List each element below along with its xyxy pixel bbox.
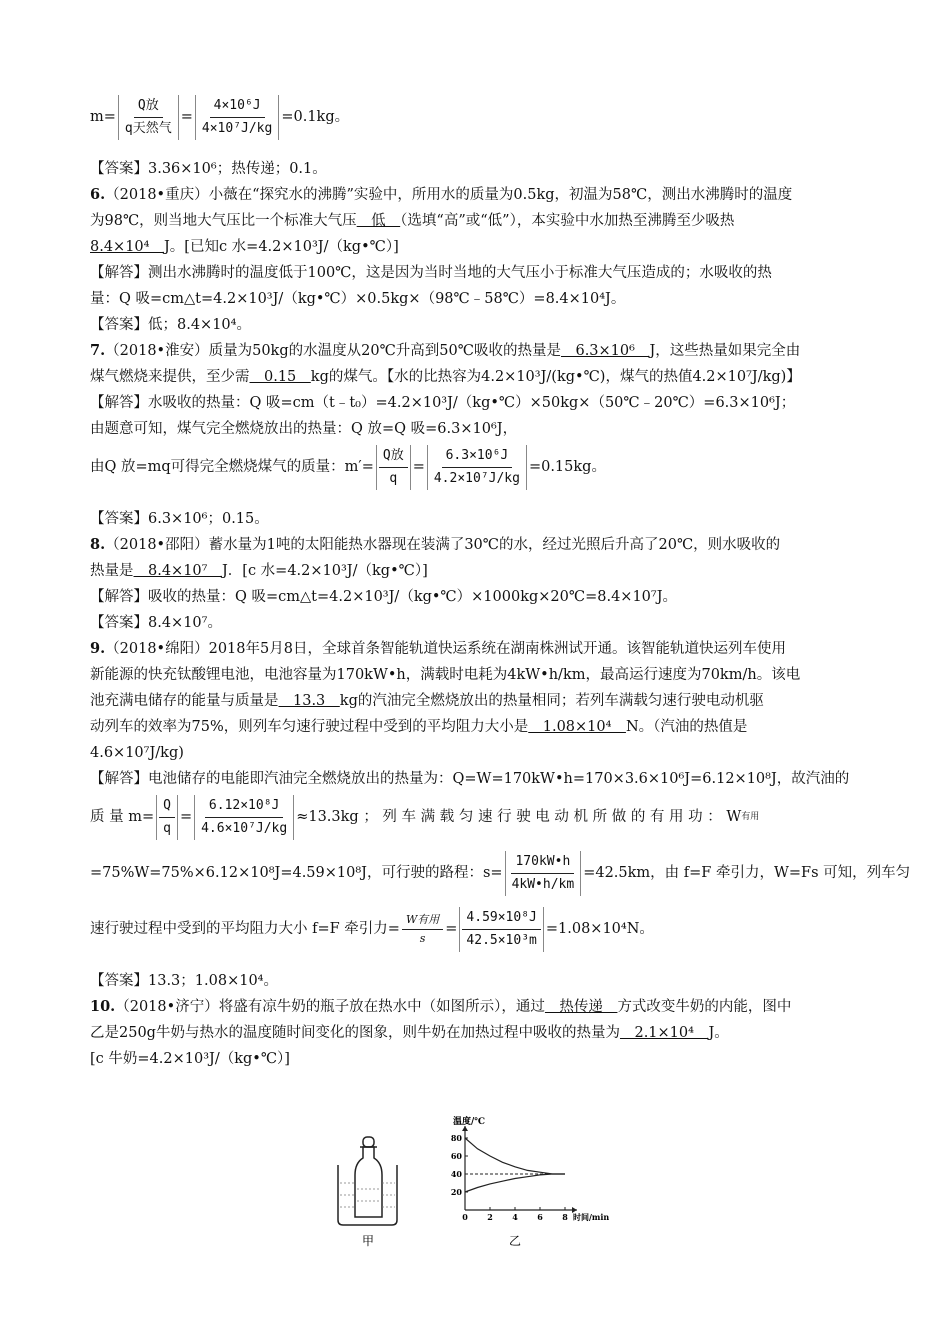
answer-blank: 6.3×10⁶	[560, 343, 650, 359]
question-7: 7.（2018•淮安）质量为50kg的水温度从20℃升高到50℃吸收的热量是 6.3×10⁶ J，这些热量如果完全由	[90, 342, 801, 359]
y-tick-label: 20	[450, 1187, 462, 1197]
label-jia: 甲	[361, 1234, 375, 1248]
question-6: 6.（2018•重庆）小薇在“探究水的沸腾”实验中，所用水的质量为0.5kg，初温为58℃，测出水沸腾时的温度	[90, 186, 793, 203]
formula-line: 速行驶过程中受到的平均阻力大小 f=F 牵引力= $\frac{\text{W有用}}{s}$ = $\frac{\text{4.59×10⁸J}}{\text{42.5×10³m}}$ =1.08×10⁴N。	[90, 904, 870, 954]
temperature-chart	[451, 1115, 610, 1222]
solution-8: 【解答】吸收的热量：Q 吸=cm△t=4.2×10³J/（kg•℃）×1000kg×20℃=8.4×10⁷J。	[90, 589, 678, 605]
answer-blank: 2.1×10⁴	[619, 1025, 709, 1041]
series-line-1	[465, 1138, 565, 1174]
x-tick-label: 6	[537, 1212, 543, 1222]
formula-line: m= $\frac{\text{Q放}}{\text{q天然气}}$ = $\frac{\text{4×10⁶J}}{\text{4×10⁷J/kg}}$ =0.1kg。	[90, 92, 870, 142]
formula-line: =75%W=75%×6.12×10⁸J=4.59×10⁸J，可行驶的路程：s= $\frac{170kW•h}{4kW•h/km}$ =42.5km，由 f=F 牵引力，W=Fs 可知，列车匀	[90, 848, 870, 898]
fraction: $\frac{\text{6.3×10⁶J}}{\text{4.2×10⁷J/kg}}$	[427, 445, 527, 490]
x-tick-label: 8	[562, 1212, 568, 1222]
solution-6: 【解答】测出水沸腾时的温度低于100℃，这是因为当时当地的大气压小于标准大气压造成的；水吸收的热	[90, 265, 772, 281]
series-line-2	[465, 1174, 565, 1192]
answer-5: 【答案】3.36×10⁶；热传递；0.1。	[90, 161, 327, 177]
fraction: $\frac{\text{4.59×10⁸J}}{\text{42.5×10³m}}$	[459, 907, 543, 952]
x-axis-label: 时间/min	[573, 1212, 610, 1222]
formula-prefix: m=	[90, 109, 116, 125]
answer-7: 【答案】6.3×10⁶；0.15。	[90, 511, 269, 527]
solution-7: 【解答】水吸收的热量：Q 吸=cm（t﹣t₀）=4.2×10³J/（kg•℃）×50kg×（50℃﹣20℃）=6.3×10⁶J；	[90, 395, 796, 411]
formula-line: 由Q 放=mq可得完全燃烧煤气的质量：m′= $\frac{\text{Q放}}{q}$ = $\frac{\text{6.3×10⁶J}}{\text{4.2×10⁷J/kg}}$ =0.15kg。	[90, 442, 870, 492]
answer-blank: 低	[356, 213, 401, 229]
answer-blank: 13.3	[278, 693, 340, 709]
answer-9: 【答案】13.3；1.08×10⁴。	[90, 973, 278, 989]
y-tick-label: 60	[450, 1151, 462, 1161]
y-tick-label: 80	[450, 1133, 462, 1143]
answer-blank: 热传递	[544, 999, 618, 1015]
document-page: m= $\frac{\text{Q放}}{\text{q天然气}}$ = $\frac{\text{4×10⁶J}}{\text{4×10⁷J/kg}}$ =0.1kg。 【答案】3.36×10⁶；热传递；0.1。 6.（2018•重庆）小薇在“探究水的沸腾”实验中，所用水的质量为0.5kg，初温为58℃，测出水沸腾时的温度 为98℃，则当地大气压比一个标准大气压 低 （选填“高”或“低”），本实验中水加热至沸腾至少吸热 8.4×10⁴ J。[已知c 水=4.2×10³J/（kg•℃）] 【解答】测出水沸腾时的温度低于100℃，这是因为当时当地的大气压小于标准大气压造成的；水吸收的热 量：Q 吸=cm△t=4.2×10³J/（kg•℃）×0.5kg×（98℃﹣58℃）=8.4×10⁴J。 【答案】低；8.4×10⁴。 7.（2018•淮安）质量为50kg的水温度从20℃升高到50℃吸收的热量是 6.3×10⁶ J，这些热量如果完全由 煤气燃烧来提供，至少需 0.15 kg的煤气。【水的比热容为4.2×10³J/(kg•℃)，煤气的热值4.2×10⁷J/kg)】 【解答】水吸收的热量：Q 吸=cm（t﹣t₀）=4.2×10³J/（kg•℃）×50kg×（50℃﹣20℃）=6.3×10⁶J； 由题意可知，煤气完全燃烧放出的热量：Q 放=Q 吸=6.3×10⁶J， 由Q 放=mq可得完全燃烧煤气的质量：m′= $\frac{\text{Q放}}{q}$ = $\frac{\text{6.3×10⁶J}}{\text{4.2×10⁷J/kg}}$ =0.15kg。 【答案】6.3×10⁶；0.15。 8.（2018•邵阳）蓄水量为1吨的太阳能热水器现在装满了30℃的水，经过光照后升高了20℃，则水吸收的 热量是 8.4×10⁷ J．[c 水=4.2×10³J/（kg•℃）] 【解答】吸收的热量：Q 吸=cm△t=4.2×10³J/（kg•℃）×1000kg×20℃=8.4×10⁷J。 【答案】8.4×10⁷。 9.（2018•绵阳）2018年5月8日，全球首条智能轨道快运系统在湖南株洲试开通。该智能轨道快运列车使用 新能源的快充钛酸锂电池，电池容量为170kW•h，满载时电耗为4kW•h/km，最高运行速度为70km/h。该电 池充满电储存的能量与质量是 13.3 kg的汽油完全燃烧放出的热量相同；若列车满载匀速行驶电动机驱 动列车的效率为75%，则列车匀速行驶过程中受到的平均阻力大小是 1.08×10⁴ N。（汽油的热值是 4.6×10⁷J/kg) 【解答】电池储存的电能即汽油完全燃烧放出的热量为：Q=W=170kW•h=170×3.6×10⁶J=6.12×10⁸J，故汽油的 质 量 m= $\frac{Q}{q}$ = $\frac{\text{6.12×10⁸J}}{\text{4.6×10⁷J/kg}}$ ≈13.3kg ； 列 车 满 载 匀 速 行 驶 电 动 机 所 做 的 有 用 功 ： W 有用 =75%W=75%×6.12×10⁸J=4.59×10⁸J，可行驶的路程：s= $\frac{170kW•h}{4kW•h/km}$ =42.5km，由 f=F 牵引力，W=Fs 可知，列车匀 速行驶过程中受到的平均阻力大小 f=F 牵引力= $\frac{\text{W有用}}{s}$ = $\frac{\text{4.59×10⁸J}}{\text{42.5×10³m}}$ =1.08×10⁴N。 【答案】13.3；1.08×10⁴。 10.（2018•济宁）将盛有凉牛奶的瓶子放在热水中（如图所示），通过 热传递 方式改变牛奶的内能，图中 乙是250g牛奶与热水的温度随时间变化的图象，则牛奶在加热过程中吸收的热量为 2.1×10⁴ J。 [c 牛奶=4.2×10³J/（kg•℃）]	[90, 92, 870, 1072]
fraction: $\frac{\text{Q放}}{\text{q天然气}}$	[118, 95, 179, 140]
answer-6: 【答案】低；8.4×10⁴。	[90, 317, 251, 333]
answer-blank: 8.4×10⁷	[133, 563, 222, 579]
fraction: $\frac{\text{6.12×10⁸J}}{\text{4.6×10⁷J/kg}}$	[194, 795, 294, 840]
figure-q10	[330, 1117, 630, 1250]
fraction: $\frac{\text{4×10⁶J}}{\text{4×10⁷J/kg}}$	[195, 95, 279, 140]
x-tick-label: 2	[487, 1212, 493, 1222]
answer-blank: 0.15	[249, 369, 311, 385]
answer-blank: 1.08×10⁴	[528, 719, 626, 735]
label-yi: 乙	[508, 1234, 522, 1248]
question-9: 9.（2018•绵阳）2018年5月8日，全球首条智能轨道快运系统在湖南株洲试开通。该智能轨道快运列车使用	[90, 640, 786, 657]
y-axis-label: 温度/℃	[453, 1117, 486, 1127]
answer-blank: 8.4×10⁴	[90, 239, 164, 255]
fraction: $\frac{170kW•h}{4kW•h/km}$	[505, 851, 582, 896]
x-tick-label: 4	[512, 1212, 518, 1222]
y-tick-label: 40	[450, 1169, 462, 1179]
fraction: $\frac{\text{Q放}}{q}$	[376, 445, 411, 490]
fraction: $\frac{\text{W有用}}{s}$	[402, 913, 443, 946]
solution-9: 【解答】电池储存的电能即汽油完全燃烧放出的热量为：Q=W=170kW•h=170×3.6×10⁶J=6.12×10⁸J，故汽油的	[90, 771, 850, 787]
answer-8: 【答案】8.4×10⁷。	[90, 615, 222, 631]
beaker-illustration	[338, 1137, 397, 1225]
question-10: 10.（2018•济宁）将盛有凉牛奶的瓶子放在热水中（如图所示），通过 热传递 方式改变牛奶的内能，图中	[90, 998, 792, 1015]
x-tick-label: 0	[462, 1212, 468, 1222]
formula-line: 质 量 m= $\frac{Q}{q}$ = $\frac{\text{6.12×10⁸J}}{\text{4.6×10⁷J/kg}}$ ≈13.3kg ； 列 车 满 载 匀 速 行 驶 电 动 机 所 做 的 有 用 功 ： W 有用	[90, 792, 870, 842]
question-8: 8.（2018•邵阳）蓄水量为1吨的太阳能热水器现在装满了30℃的水，经过光照后升高了20℃，则水吸收的	[90, 536, 781, 553]
fraction: $\frac{Q}{q}$	[156, 795, 178, 840]
figure-svg	[330, 1117, 630, 1250]
